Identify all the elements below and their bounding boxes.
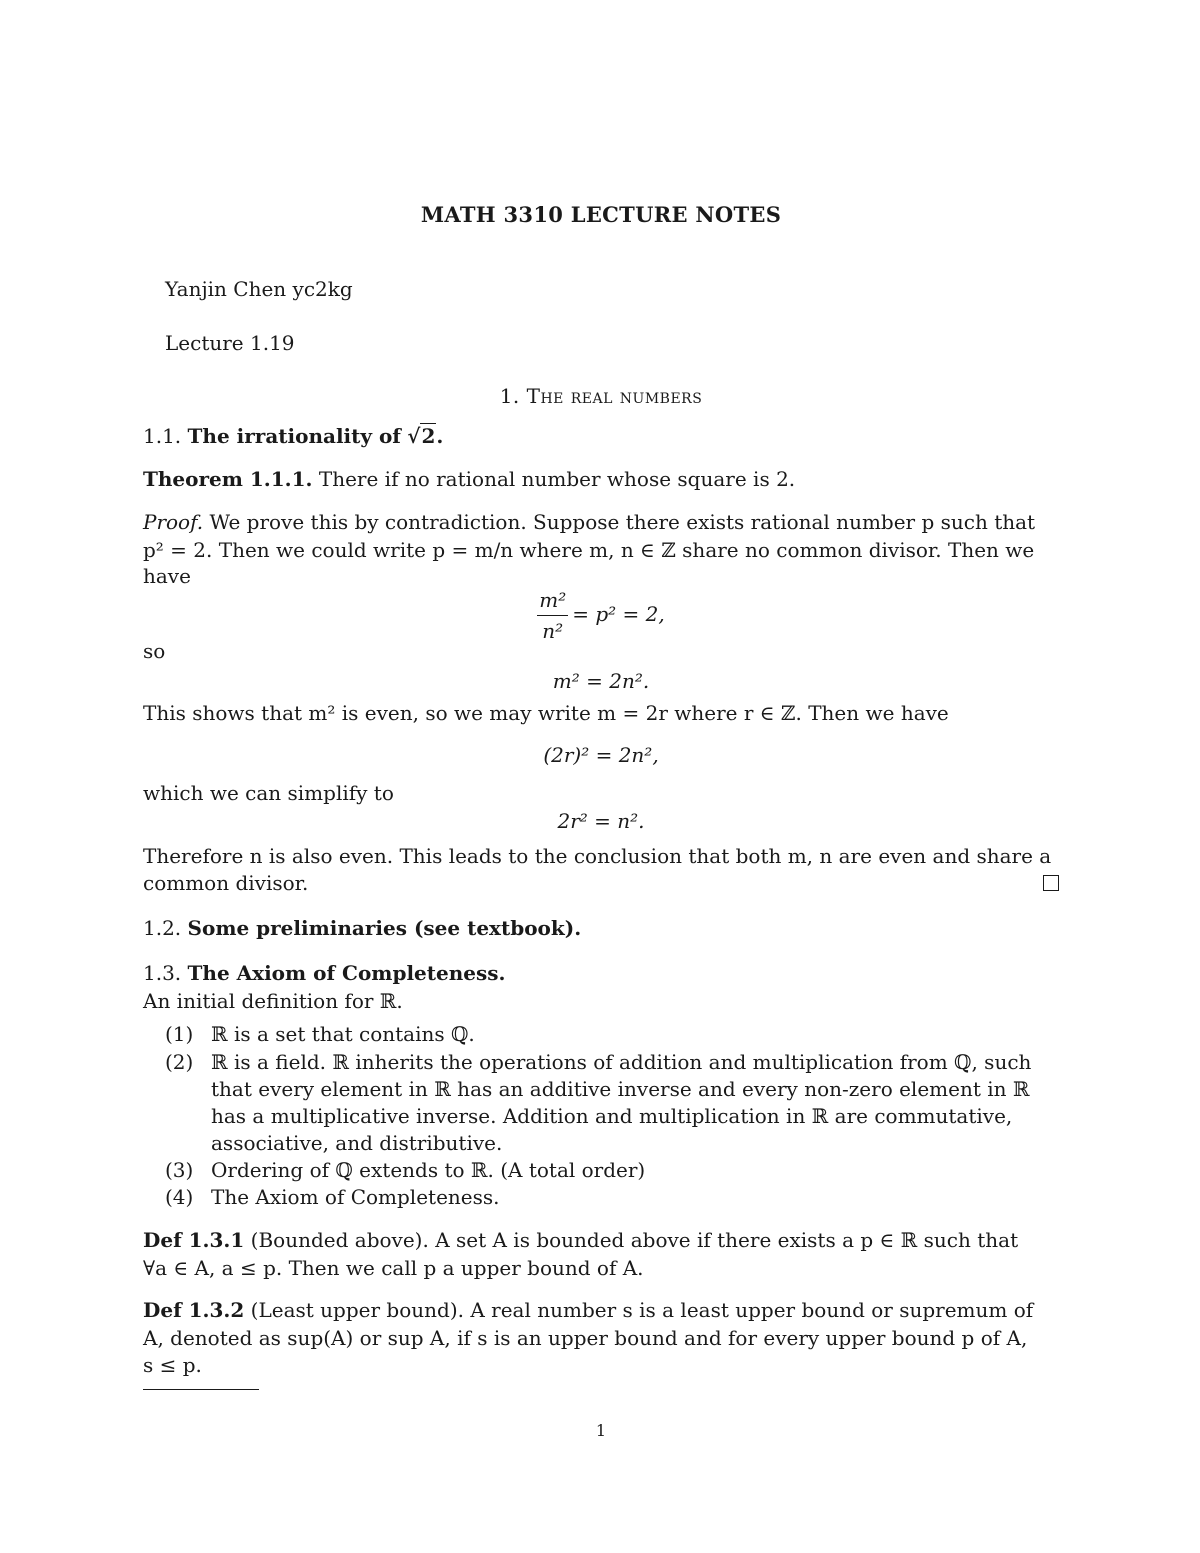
proof-so: so xyxy=(143,639,166,663)
equation-2: m² = 2n². xyxy=(552,669,650,693)
equation-1 xyxy=(143,587,1059,644)
subsection-title: The Axiom of Completeness. xyxy=(187,961,506,985)
list-number: (2) xyxy=(165,1050,194,1074)
subsection-title: The irrationality of xyxy=(187,424,401,448)
author-line: Yanjin Chen yc2kg xyxy=(165,277,353,301)
theorem-1-1-1 xyxy=(143,466,795,492)
proof-line-6: Therefore n is also even. This leads to the conclusion that both m, n are even and share a xyxy=(143,844,1052,868)
list-text: The Axiom of Completeness. xyxy=(211,1185,500,1209)
proof-line-4: This shows that m² is even, so we may write m = 2r where r ∈ ℤ. Then we have xyxy=(143,701,949,725)
definition-1-3-1-line-1 xyxy=(143,1227,1018,1253)
list-item-continuation: has a multiplicative inverse. Addition and multiplication in ℝ are commutative, xyxy=(211,1104,1013,1128)
equation-1-rest: = p² = 2, xyxy=(572,602,665,626)
definition-name: (Bounded above). xyxy=(250,1228,429,1252)
list-number: (3) xyxy=(165,1158,194,1182)
list-number: (1) xyxy=(165,1022,194,1046)
fraction-numerator: m² xyxy=(537,587,568,616)
theorem-label: Theorem 1.1.1. xyxy=(143,467,313,491)
proof-line-2: p² = 2. Then we could write p = m/n where m, n ∈ ℤ share no common divisor. Then we xyxy=(143,538,1035,562)
definition-name: (Least upper bound). xyxy=(250,1298,464,1322)
sqrt-radicand: 2 xyxy=(421,424,436,448)
qed-square-icon xyxy=(1043,875,1059,891)
theorem-text: There if no rational number whose square is 2. xyxy=(318,467,796,491)
heading-period: . xyxy=(436,424,444,448)
proof-line-5: which we can simplify to xyxy=(143,781,394,805)
definition-text: A set A is bounded above if there exists a p ∈ ℝ such that xyxy=(435,1228,1019,1252)
list-text: ℝ is a field. ℝ inherits the operations of addition and multiplication from ℚ, such xyxy=(211,1050,1032,1074)
list-number: (4) xyxy=(165,1185,194,1209)
subsection-number: 1.3. xyxy=(143,961,182,985)
definition-label: Def 1.3.2 xyxy=(143,1298,245,1322)
subsection-number: 1.2. xyxy=(143,916,182,940)
fraction xyxy=(537,587,568,644)
subsection-1-1-heading xyxy=(143,423,443,449)
subsection-number: 1.1. xyxy=(143,424,182,448)
subsection-1-2-heading xyxy=(143,915,581,941)
proof-line-3: have xyxy=(143,564,191,588)
document-title: MATH 3310 LECTURE NOTES xyxy=(420,202,782,227)
definition-1-3-2-line-2: A, denoted as sup(A) or sup A, if s is an upper bound and for every upper bound p of A, xyxy=(143,1326,1028,1350)
proof-text-1: We prove this by contradiction. Suppose there exists rational number p such that xyxy=(209,510,1036,534)
list-item xyxy=(165,1021,475,1047)
list-text: Ordering of ℚ extends to ℝ. (A total order) xyxy=(211,1158,646,1182)
definition-1-3-2-line-1 xyxy=(143,1297,1033,1323)
equation-4: 2r² = n². xyxy=(557,809,645,833)
sqrt-expression xyxy=(407,423,436,449)
sqrt-symbol: √ xyxy=(407,424,421,448)
section-heading: 1. The real numbers xyxy=(499,384,703,408)
list-item-continuation: associative, and distributive. xyxy=(211,1131,503,1155)
definition-intro: An initial definition for ℝ. xyxy=(143,989,403,1013)
definition-1-3-2-line-3: s ≤ p. xyxy=(143,1353,202,1377)
list-text: ℝ is a set that contains ℚ. xyxy=(211,1022,475,1046)
list-item-continuation: that every element in ℝ has an additive inverse and every non-zero element in ℝ xyxy=(211,1077,1030,1101)
proof-line-7: common divisor. xyxy=(143,871,309,895)
subsection-1-3-heading xyxy=(143,960,506,986)
document-page xyxy=(143,0,1059,1553)
subsection-title: Some preliminaries (see textbook). xyxy=(187,916,582,940)
list-item xyxy=(165,1157,645,1183)
equation-3: (2r)² = 2n², xyxy=(543,743,659,767)
page-number: 1 xyxy=(595,1421,607,1440)
proof-label: Proof. xyxy=(143,510,204,534)
definition-1-3-1-line-2: ∀a ∈ A, a ≤ p. Then we call p a upper bound of A. xyxy=(143,1256,644,1280)
proof-line-1 xyxy=(143,509,1035,535)
definition-text: A real number s is a least upper bound or supremum of xyxy=(470,1298,1034,1322)
footnote-rule xyxy=(143,1389,259,1390)
definition-label: Def 1.3.1 xyxy=(143,1228,245,1252)
list-item xyxy=(165,1184,500,1210)
lecture-line: Lecture 1.19 xyxy=(165,331,295,355)
fraction-denominator: n² xyxy=(542,619,564,643)
list-item xyxy=(165,1049,1031,1075)
